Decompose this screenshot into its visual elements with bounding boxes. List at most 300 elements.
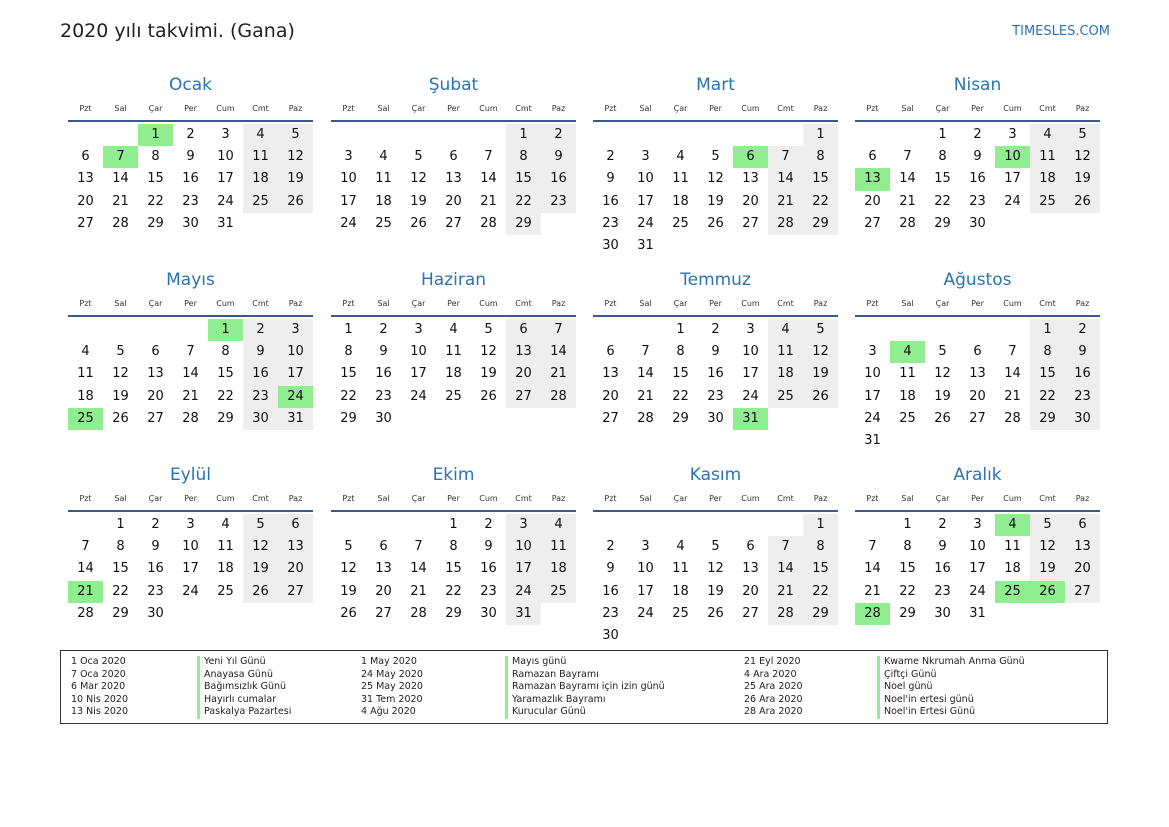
holiday-day-cell: 21 xyxy=(68,581,103,603)
day-cell: 2 xyxy=(379,322,388,337)
day-cell: 14 xyxy=(480,171,497,187)
holiday-day-cell: 6 xyxy=(733,146,768,168)
day-cell: 28 xyxy=(1004,410,1021,426)
weekday-label: Pzt xyxy=(342,299,355,308)
day-cell: 29 xyxy=(147,215,164,231)
weekend-day-cell: 1 xyxy=(1030,319,1065,341)
weekday-label: Çar xyxy=(673,494,688,503)
holiday-name: Kurucular Günü xyxy=(505,706,586,719)
day-cell: 22 xyxy=(672,388,689,404)
day-cell: 5 xyxy=(711,149,720,165)
empty-cell xyxy=(890,319,925,341)
weekend-day-cell: 26 xyxy=(803,386,838,408)
holiday-date: 1 May 2020 xyxy=(361,656,417,667)
weekday-label: Çar xyxy=(411,494,426,503)
day-cell: 15 xyxy=(112,561,129,577)
weekday-label: Cmt xyxy=(777,494,794,503)
weekend-day-cell: 11 xyxy=(243,146,278,168)
weekday-label: Sal xyxy=(377,494,390,503)
day-cell: 27 xyxy=(742,215,759,231)
empty-cell xyxy=(593,124,628,146)
legend-row xyxy=(361,706,665,719)
weekend-day-cell: 25 xyxy=(541,581,576,603)
month-name: Kasım xyxy=(689,465,742,485)
day-cell: 6 xyxy=(973,344,982,360)
day-grid xyxy=(331,319,576,430)
header-rule xyxy=(68,120,313,122)
weekday-label: Çar xyxy=(673,299,688,308)
month-name: Mayıs xyxy=(166,270,215,290)
day-cell: 26 xyxy=(707,215,724,231)
weekend-day-cell: 19 xyxy=(803,363,838,385)
day-cell: 14 xyxy=(864,561,881,577)
day-cell: 13 xyxy=(147,366,164,382)
day-cell: 26 xyxy=(707,605,724,621)
empty-cell xyxy=(331,124,366,146)
day-cell: 30 xyxy=(602,237,619,253)
day-cell: 7 xyxy=(484,149,493,165)
day-cell: 2 xyxy=(711,322,720,337)
weekday-label: Paz xyxy=(813,494,828,503)
header-rule xyxy=(855,510,1100,512)
day-cell: 10 xyxy=(864,366,881,382)
day-cell: 20 xyxy=(77,193,94,209)
weekday-header xyxy=(68,103,313,115)
day-cell: 9 xyxy=(711,344,720,360)
weekend-day-cell: 17 xyxy=(506,558,541,580)
day-cell: 3 xyxy=(746,322,755,337)
weekday-label: Pzt xyxy=(79,494,92,503)
weekday-label: Per xyxy=(447,104,460,113)
weekend-day-cell: 18 xyxy=(541,558,576,580)
weekend-day-cell: 14 xyxy=(768,168,803,190)
weekday-label: Pzt xyxy=(604,299,617,308)
weekend-day-cell: 22 xyxy=(1030,386,1065,408)
empty-cell xyxy=(593,319,628,341)
weekend-day-cell: 15 xyxy=(1030,363,1065,385)
day-cell: 12 xyxy=(707,561,724,577)
holiday-name: Hayırlı cumalar xyxy=(197,694,276,707)
legend-row xyxy=(71,706,291,719)
day-cell: 18 xyxy=(445,366,462,382)
holiday-legend xyxy=(60,650,1108,724)
weekday-label: Paz xyxy=(288,299,303,308)
weekday-label: Paz xyxy=(1075,104,1090,113)
weekend-day-cell: 19 xyxy=(278,168,313,190)
day-cell: 18 xyxy=(217,561,234,577)
month-name: Temmuz xyxy=(680,270,751,290)
weekend-day-cell: 17 xyxy=(278,363,313,385)
day-grid xyxy=(68,514,313,625)
day-cell: 19 xyxy=(480,366,497,382)
day-cell: 17 xyxy=(864,388,881,404)
day-cell: 9 xyxy=(973,149,982,165)
day-cell: 21 xyxy=(899,193,916,209)
weekday-label: Per xyxy=(709,494,722,503)
day-cell: 5 xyxy=(344,539,353,555)
month-block xyxy=(331,74,576,235)
day-cell: 6 xyxy=(151,344,160,360)
legend-row xyxy=(71,694,291,707)
day-cell: 16 xyxy=(375,366,392,382)
header-rule xyxy=(68,510,313,512)
day-cell: 18 xyxy=(375,193,392,209)
day-cell: 23 xyxy=(375,388,392,404)
day-cell: 31 xyxy=(969,605,986,621)
weekday-label: Çar xyxy=(411,104,426,113)
legend-column xyxy=(744,656,1025,719)
weekday-label: Paz xyxy=(288,494,303,503)
day-cell: 8 xyxy=(938,149,947,165)
month-block xyxy=(68,464,313,625)
empty-cell xyxy=(173,319,208,341)
day-cell: 16 xyxy=(707,366,724,382)
weekday-label: Cum xyxy=(479,104,498,113)
day-cell: 24 xyxy=(340,215,357,231)
weekend-day-cell: 29 xyxy=(803,213,838,235)
empty-cell xyxy=(471,124,506,146)
weekend-day-cell: 22 xyxy=(506,191,541,213)
weekday-header xyxy=(855,103,1100,115)
month-name: Ocak xyxy=(169,75,212,95)
holiday-date: 21 Eyl 2020 xyxy=(744,656,801,667)
holiday-date: 10 Nis 2020 xyxy=(71,693,128,705)
holiday-date: 28 Ara 2020 xyxy=(744,706,803,718)
weekday-label: Sal xyxy=(377,299,390,308)
day-cell: 20 xyxy=(742,193,759,209)
weekend-day-cell: 20 xyxy=(1065,558,1100,580)
day-cell: 2 xyxy=(606,149,615,165)
day-cell: 30 xyxy=(934,605,951,621)
month-name: Nisan xyxy=(953,75,1002,95)
month-block xyxy=(593,269,838,430)
day-cell: 6 xyxy=(868,149,877,165)
month-name: Şubat xyxy=(428,75,479,95)
day-cell: 3 xyxy=(973,517,982,532)
weekday-label: Cmt xyxy=(252,104,269,113)
day-cell: 7 xyxy=(903,149,912,165)
day-cell: 29 xyxy=(934,215,951,231)
weekday-label: Cum xyxy=(741,299,760,308)
weekday-label: Cmt xyxy=(1039,494,1056,503)
weekend-day-cell: 8 xyxy=(1030,341,1065,363)
day-cell: 21 xyxy=(480,193,497,209)
weekend-day-cell: 26 xyxy=(1065,191,1100,213)
empty-cell xyxy=(331,514,366,536)
weekend-day-cell: 16 xyxy=(541,168,576,190)
day-cell: 17 xyxy=(637,583,654,599)
weekday-header xyxy=(593,103,838,115)
weekday-label: Paz xyxy=(813,299,828,308)
empty-cell xyxy=(436,124,471,146)
holiday-date: 4 Ağu 2020 xyxy=(361,706,416,718)
day-cell: 30 xyxy=(480,605,497,621)
day-cell: 16 xyxy=(934,561,951,577)
weekday-label: Per xyxy=(709,104,722,113)
day-cell: 8 xyxy=(449,539,458,555)
day-cell: 4 xyxy=(449,322,458,337)
weekday-label: Per xyxy=(184,104,197,113)
day-cell: 9 xyxy=(606,171,615,187)
day-cell: 30 xyxy=(147,605,164,621)
weekday-label: Paz xyxy=(1075,494,1090,503)
weekday-label: Per xyxy=(709,299,722,308)
weekend-day-cell: 2 xyxy=(1065,319,1100,341)
weekend-day-cell: 20 xyxy=(278,558,313,580)
weekday-label: Per xyxy=(971,494,984,503)
day-cell: 26 xyxy=(340,605,357,621)
weekend-day-cell: 27 xyxy=(278,581,313,603)
day-cell: 22 xyxy=(147,193,164,209)
empty-cell xyxy=(960,319,995,341)
day-cell: 29 xyxy=(899,605,916,621)
weekday-label: Çar xyxy=(411,299,426,308)
holiday-day-cell: 25 xyxy=(68,408,103,430)
day-cell: 21 xyxy=(182,388,199,404)
weekend-day-cell: 16 xyxy=(1065,363,1100,385)
legend-row xyxy=(744,694,1025,707)
day-cell: 23 xyxy=(480,583,497,599)
day-cell: 24 xyxy=(864,410,881,426)
day-cell: 12 xyxy=(934,366,951,382)
day-cell: 23 xyxy=(602,215,619,231)
day-cell: 26 xyxy=(934,410,951,426)
day-cell: 22 xyxy=(445,583,462,599)
holiday-day-cell: 25 xyxy=(995,581,1030,603)
day-cell: 22 xyxy=(934,193,951,209)
holiday-name: Noel'in ertesi günü xyxy=(877,694,974,707)
day-cell: 19 xyxy=(340,583,357,599)
day-cell: 9 xyxy=(379,344,388,360)
weekend-day-cell: 7 xyxy=(768,146,803,168)
day-cell: 10 xyxy=(340,171,357,187)
day-cell: 23 xyxy=(934,583,951,599)
day-cell: 20 xyxy=(864,193,881,209)
empty-cell xyxy=(768,124,803,146)
weekend-day-cell: 1 xyxy=(506,124,541,146)
day-cell: 27 xyxy=(742,605,759,621)
day-grid xyxy=(593,124,838,257)
legend-row xyxy=(744,706,1025,719)
day-cell: 20 xyxy=(742,583,759,599)
day-cell: 10 xyxy=(637,171,654,187)
weekday-label: Pzt xyxy=(866,104,879,113)
empty-cell xyxy=(663,124,698,146)
weekday-label: Çar xyxy=(148,104,163,113)
day-cell: 2 xyxy=(484,517,493,532)
month-name: Mart xyxy=(696,75,735,95)
day-cell: 1 xyxy=(116,517,125,532)
day-cell: 1 xyxy=(676,322,685,337)
day-cell: 25 xyxy=(217,583,234,599)
site-link[interactable]: TIMESLES.COM xyxy=(1012,24,1110,39)
holiday-date: 31 Tem 2020 xyxy=(361,693,423,705)
header-rule xyxy=(331,510,576,512)
empty-cell xyxy=(855,514,890,536)
holiday-date: 26 Ara 2020 xyxy=(744,693,803,705)
day-cell: 6 xyxy=(449,149,458,165)
day-cell: 29 xyxy=(112,605,129,621)
header-rule xyxy=(331,315,576,317)
empty-cell xyxy=(68,319,103,341)
weekday-header xyxy=(331,493,576,505)
empty-cell xyxy=(103,124,138,146)
day-cell: 14 xyxy=(1004,366,1021,382)
holiday-day-cell: 26 xyxy=(1030,581,1065,603)
weekend-day-cell: 26 xyxy=(278,191,313,213)
day-cell: 8 xyxy=(151,149,160,165)
empty-cell xyxy=(855,319,890,341)
month-name: Ekim xyxy=(432,465,475,485)
day-cell: 1 xyxy=(344,322,353,337)
day-cell: 22 xyxy=(112,583,129,599)
day-cell: 19 xyxy=(707,193,724,209)
day-cell: 19 xyxy=(707,583,724,599)
day-cell: 24 xyxy=(742,388,759,404)
weekend-day-cell: 14 xyxy=(541,341,576,363)
month-block xyxy=(855,464,1100,625)
day-cell: 17 xyxy=(1004,171,1021,187)
day-cell: 22 xyxy=(340,388,357,404)
weekend-day-cell: 26 xyxy=(243,581,278,603)
weekday-label: Pzt xyxy=(79,104,92,113)
day-cell: 12 xyxy=(707,171,724,187)
day-cell: 14 xyxy=(410,561,427,577)
holiday-day-cell: 4 xyxy=(890,341,925,363)
weekday-header xyxy=(331,298,576,310)
weekend-day-cell: 23 xyxy=(1065,386,1100,408)
weekday-label: Cum xyxy=(741,494,760,503)
empty-cell xyxy=(698,124,733,146)
holiday-date: 1 Oca 2020 xyxy=(71,656,126,667)
weekday-label: Per xyxy=(971,299,984,308)
legend-column xyxy=(361,656,665,719)
day-cell: 21 xyxy=(1004,388,1021,404)
legend-row xyxy=(744,656,1025,669)
day-cell: 8 xyxy=(676,344,685,360)
weekend-day-cell: 11 xyxy=(768,341,803,363)
day-grid xyxy=(855,319,1100,452)
month-block xyxy=(331,269,576,430)
weekend-day-cell: 29 xyxy=(506,213,541,235)
weekend-day-cell: 21 xyxy=(541,363,576,385)
weekend-day-cell: 4 xyxy=(768,319,803,341)
weekend-day-cell: 16 xyxy=(243,363,278,385)
weekday-label: Pzt xyxy=(866,299,879,308)
day-cell: 6 xyxy=(379,539,388,555)
weekend-day-cell: 10 xyxy=(506,536,541,558)
day-cell: 5 xyxy=(484,322,493,337)
holiday-name: Ramazan Bayramı xyxy=(505,669,599,682)
weekend-day-cell: 4 xyxy=(243,124,278,146)
weekday-label: Çar xyxy=(935,494,950,503)
empty-cell xyxy=(768,514,803,536)
day-cell: 24 xyxy=(217,193,234,209)
day-cell: 21 xyxy=(410,583,427,599)
legend-row xyxy=(71,656,291,669)
month-block xyxy=(593,464,838,647)
empty-cell xyxy=(366,124,401,146)
weekday-label: Paz xyxy=(551,104,566,113)
weekday-label: Cmt xyxy=(777,299,794,308)
day-cell: 13 xyxy=(969,366,986,382)
weekend-day-cell: 20 xyxy=(506,363,541,385)
day-grid xyxy=(68,319,313,430)
weekday-label: Cum xyxy=(479,299,498,308)
day-cell: 21 xyxy=(864,583,881,599)
day-cell: 30 xyxy=(182,215,199,231)
month-block xyxy=(331,464,576,625)
day-cell: 30 xyxy=(707,410,724,426)
day-cell: 20 xyxy=(147,388,164,404)
day-cell: 11 xyxy=(672,171,689,187)
day-cell: 2 xyxy=(938,517,947,532)
empty-cell xyxy=(890,124,925,146)
weekend-day-cell: 31 xyxy=(278,408,313,430)
day-cell: 8 xyxy=(116,539,125,555)
weekend-day-cell: 28 xyxy=(768,603,803,625)
weekday-label: Pzt xyxy=(342,104,355,113)
weekday-label: Pzt xyxy=(342,494,355,503)
day-cell: 14 xyxy=(182,366,199,382)
day-cell: 28 xyxy=(77,605,94,621)
weekday-label: Per xyxy=(184,299,197,308)
day-cell: 16 xyxy=(602,193,619,209)
holiday-day-cell: 4 xyxy=(995,514,1030,536)
empty-cell xyxy=(138,319,173,341)
weekend-day-cell: 30 xyxy=(243,408,278,430)
weekend-day-cell: 8 xyxy=(803,536,838,558)
weekend-day-cell: 5 xyxy=(1065,124,1100,146)
day-cell: 10 xyxy=(410,344,427,360)
day-grid xyxy=(593,319,838,430)
weekday-label: Cmt xyxy=(515,104,532,113)
day-cell: 14 xyxy=(899,171,916,187)
day-grid xyxy=(68,124,313,235)
day-cell: 15 xyxy=(672,366,689,382)
day-cell: 25 xyxy=(899,410,916,426)
holiday-name: Yeni Yıl Günü xyxy=(197,656,266,669)
day-cell: 24 xyxy=(637,215,654,231)
weekday-label: Pzt xyxy=(604,104,617,113)
day-cell: 3 xyxy=(221,127,230,142)
day-cell: 18 xyxy=(1004,561,1021,577)
holiday-date: 13 Nis 2020 xyxy=(71,706,128,718)
holiday-date: 24 May 2020 xyxy=(361,668,423,680)
day-cell: 24 xyxy=(182,583,199,599)
weekday-header xyxy=(593,298,838,310)
weekend-day-cell: 30 xyxy=(1065,408,1100,430)
day-cell: 11 xyxy=(1004,539,1021,555)
day-grid xyxy=(855,124,1100,235)
day-cell: 16 xyxy=(480,561,497,577)
weekday-label: Çar xyxy=(148,494,163,503)
day-cell: 15 xyxy=(340,366,357,382)
day-cell: 3 xyxy=(641,539,650,555)
weekend-day-cell: 5 xyxy=(243,514,278,536)
day-cell: 14 xyxy=(112,171,129,187)
day-cell: 25 xyxy=(445,388,462,404)
weekday-label: Cmt xyxy=(515,494,532,503)
weekend-day-cell: 27 xyxy=(506,386,541,408)
legend-row xyxy=(744,681,1025,694)
day-cell: 23 xyxy=(602,605,619,621)
day-cell: 11 xyxy=(899,366,916,382)
weekend-day-cell: 27 xyxy=(1065,581,1100,603)
day-cell: 14 xyxy=(637,366,654,382)
holiday-name: Anayasa Günü xyxy=(197,669,273,682)
weekday-label: Cum xyxy=(216,494,235,503)
